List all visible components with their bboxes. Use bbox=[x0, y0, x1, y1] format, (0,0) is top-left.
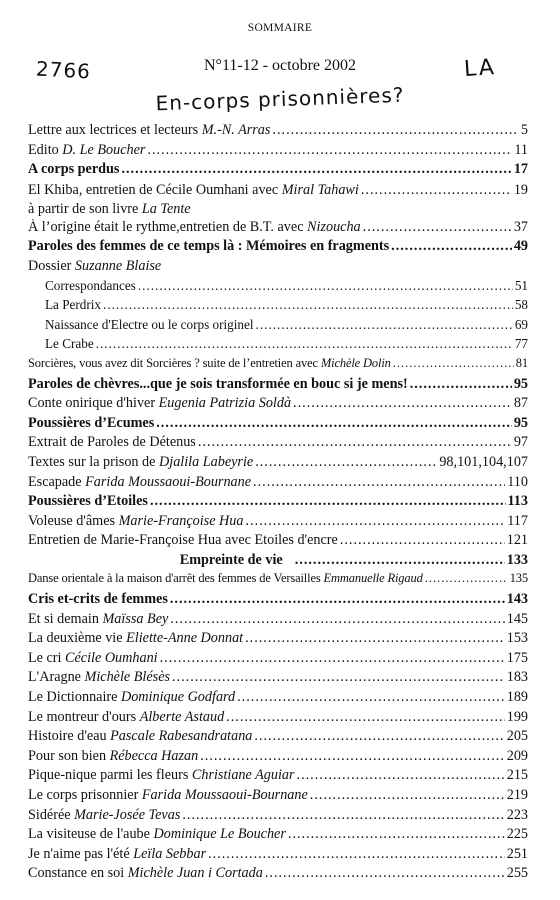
toc-page-number: 205 bbox=[506, 728, 528, 745]
dot-leader bbox=[121, 161, 511, 178]
toc-entry bbox=[28, 161, 528, 181]
toc-entry-title: L'Aragne Michèle Blésès bbox=[28, 669, 171, 686]
toc-entry bbox=[28, 258, 528, 278]
toc-page-number: 121 bbox=[506, 532, 528, 549]
toc-entry-author: Farida Moussaoui-Bournane bbox=[85, 473, 252, 490]
toc-entry-author: Dominique Le Boucher bbox=[153, 826, 286, 843]
toc-entry bbox=[28, 846, 528, 866]
toc-entry-author: Michèle Dolin bbox=[320, 355, 391, 370]
toc-page-number: 209 bbox=[506, 747, 528, 764]
toc-entry-title: Le montreur d'ours Alberte Astaud bbox=[28, 708, 225, 725]
dot-leader bbox=[160, 650, 505, 667]
dot-leader bbox=[172, 669, 505, 686]
handwritten-number: 2766 bbox=[35, 56, 92, 84]
toc-entry-author: Rébecca Hazan bbox=[109, 747, 199, 764]
toc-entry bbox=[28, 219, 528, 239]
toc-entry-title: Textes sur la prison de Djalila Labeyrie bbox=[28, 453, 254, 470]
dot-leader bbox=[150, 493, 506, 510]
dot-leader bbox=[245, 513, 505, 530]
toc-entry-title: Le Crabe bbox=[45, 336, 94, 352]
toc-entry-title: Dossier Suzanne Blaise bbox=[28, 257, 162, 274]
toc-page-number: 11 bbox=[514, 141, 528, 158]
toc-entry bbox=[28, 611, 528, 631]
toc-entry bbox=[28, 865, 528, 885]
toc-page-number: 97 bbox=[513, 434, 528, 451]
toc-entry-title: La deuxième vie Eliette-Anne Donnat bbox=[28, 630, 244, 647]
dot-leader bbox=[200, 748, 505, 765]
toc-entry-author: Marie-Josée Tevas bbox=[74, 806, 181, 823]
toc-page-number: 225 bbox=[506, 826, 528, 843]
toc-page-number: 110 bbox=[507, 473, 528, 490]
toc-entry-author: Djalila Labeyrie bbox=[159, 453, 254, 470]
toc-entry-title: Paroles des femmes de ce temps là : Mémoires en fragments bbox=[28, 238, 390, 255]
dot-leader bbox=[410, 376, 512, 393]
toc-entry bbox=[28, 591, 528, 611]
toc-page-number: 87 bbox=[513, 395, 528, 412]
toc-entry-author: Miral Tahawi bbox=[281, 181, 359, 198]
toc-page-number: 77 bbox=[514, 336, 528, 352]
toc-page-number: 17 bbox=[513, 161, 528, 178]
toc-entry bbox=[28, 415, 528, 435]
toc-entry bbox=[28, 336, 528, 356]
toc-entry-author: Leïla Sebbar bbox=[133, 845, 207, 862]
dot-leader bbox=[340, 532, 505, 549]
toc-entry-author: Nizoucha bbox=[307, 218, 361, 235]
dot-leader bbox=[293, 395, 512, 412]
toc-entry-title: Voleuse d'âmes Marie-Françoise Hua bbox=[28, 512, 244, 529]
toc-entry bbox=[28, 278, 528, 298]
toc-page-number: 183 bbox=[506, 669, 528, 686]
toc-page-number: 117 bbox=[507, 512, 528, 529]
toc-entry bbox=[28, 122, 528, 142]
toc-entry-author: Emmanuelle Rigaud bbox=[323, 571, 423, 586]
dot-leader bbox=[245, 630, 505, 647]
toc-entry bbox=[28, 826, 528, 846]
toc-entry-title: Sorcières, vous avez dit Sorcières ? suite de l’entretien avec Michèle Dolin bbox=[28, 355, 391, 370]
toc-page-number: 175 bbox=[506, 649, 528, 666]
dot-leader bbox=[226, 709, 505, 726]
toc-entry-title: Entretien de Marie-Françoise Hua avec Etoiles d'encre bbox=[28, 532, 338, 549]
toc-entry bbox=[28, 532, 528, 552]
toc-entry-title: À l’origine était le rythme,entretien de B.T. avec Nizoucha bbox=[28, 218, 361, 235]
dot-leader bbox=[361, 182, 512, 199]
toc-entry-title: Empreinte de vie bbox=[179, 551, 283, 568]
toc-entry bbox=[28, 728, 528, 748]
toc-entry bbox=[28, 650, 528, 670]
toc-entry bbox=[28, 787, 528, 807]
toc-page-number: 135 bbox=[509, 571, 528, 586]
toc-entry-title: Constance en soi Michèle Juan i Cortada bbox=[28, 865, 263, 882]
toc-entry bbox=[28, 356, 528, 376]
toc-entry bbox=[28, 434, 528, 454]
toc-entry-title: Correspondances bbox=[45, 277, 136, 293]
toc-page-number: 153 bbox=[506, 630, 528, 647]
toc-page-number: 51 bbox=[514, 277, 528, 293]
toc-page-number: 219 bbox=[506, 787, 528, 803]
dot-leader bbox=[297, 767, 505, 784]
toc-entry-author: Marie-Françoise Hua bbox=[118, 512, 244, 529]
toc-entry-title: Le cri Cécile Oumhani bbox=[28, 649, 158, 666]
dot-leader bbox=[138, 278, 513, 294]
toc-entry-title: Paroles de chèvres...que je sois transformée en bouc si je mens! bbox=[28, 375, 408, 392]
toc-entry-title: Edito D. Le Boucher bbox=[28, 141, 146, 158]
toc-entry-author: Michèle Juan i Cortada bbox=[127, 865, 263, 882]
toc-entry-title: Le corps prisonnier Farida Moussaoui-Bournane bbox=[28, 787, 308, 803]
toc-entry-author: Eugenia Patrizia Soldà bbox=[158, 395, 292, 412]
toc-entry-title: Je n'aime pas l'été Leïla Sebbar bbox=[28, 845, 207, 862]
toc-entry-title: Danse orientale à la maison d'arrêt des femmes de Versailles Emmanuelle Rigaud bbox=[28, 571, 423, 586]
dot-leader bbox=[256, 317, 513, 333]
toc-page-number: 255 bbox=[506, 865, 528, 882]
dot-leader bbox=[265, 865, 505, 882]
handwritten-initials: LA bbox=[463, 54, 497, 83]
toc-entry bbox=[28, 297, 528, 317]
toc-page-number: 215 bbox=[506, 767, 528, 784]
toc-entry-title: La Perdrix bbox=[45, 297, 102, 313]
toc-entry bbox=[28, 474, 528, 494]
dot-leader bbox=[391, 238, 512, 255]
toc-page-number: 95 bbox=[513, 414, 528, 431]
toc-entry-title: Escapade Farida Moussaoui-Bournane bbox=[28, 473, 252, 490]
toc-page-number: 49 bbox=[513, 238, 528, 255]
toc-entry-author: Suzanne Blaise bbox=[74, 257, 162, 274]
toc-page-number: 5 bbox=[520, 122, 528, 138]
toc-entry bbox=[28, 748, 528, 768]
dot-leader bbox=[182, 807, 504, 824]
toc-entry-title: Poussières d’Ecumes bbox=[28, 414, 155, 431]
dot-leader bbox=[170, 591, 505, 608]
dot-leader bbox=[103, 297, 513, 313]
toc-entry-author: Maïssa Bey bbox=[102, 610, 169, 627]
toc-entry-author: Farida Moussaoui-Bournane bbox=[141, 787, 308, 803]
toc-entry bbox=[28, 238, 528, 258]
toc-entry bbox=[28, 376, 528, 396]
toc-entry-title: A corps perdus bbox=[28, 161, 120, 178]
toc-entry-title: Cris et-crits de femmes bbox=[28, 591, 168, 608]
toc-entry bbox=[28, 630, 528, 650]
toc-entry-author: M.-N. Arras bbox=[201, 122, 271, 138]
toc-entry-title: Lettre aux lectrices et lecteurs M.-N. Arras bbox=[28, 122, 271, 138]
dot-leader bbox=[425, 571, 508, 586]
dot-leader bbox=[254, 728, 504, 745]
toc-page-number: 145 bbox=[506, 610, 528, 627]
toc-entry bbox=[28, 689, 528, 709]
toc-entry bbox=[28, 552, 528, 572]
toc-page-number: 81 bbox=[515, 355, 528, 370]
toc-entry-author: Eliette-Anne Donnat bbox=[126, 630, 244, 647]
dot-leader bbox=[170, 611, 504, 628]
page-header: SOMMAIRE bbox=[247, 22, 313, 34]
toc-entry-title: La visiteuse de l'aube Dominique Le Boucher bbox=[28, 826, 286, 843]
toc-page-number: 69 bbox=[514, 316, 528, 332]
toc-page-number: 223 bbox=[506, 806, 528, 823]
dot-leader bbox=[147, 142, 512, 159]
dot-leader bbox=[363, 219, 512, 236]
toc-entry-title: Le Dictionnaire Dominique Godfard bbox=[28, 689, 236, 706]
toc-entry-author: Cécile Oumhani bbox=[65, 649, 158, 666]
toc-entry bbox=[28, 317, 528, 337]
dot-leader bbox=[208, 846, 505, 863]
dot-leader bbox=[272, 122, 518, 139]
toc-page-number: 189 bbox=[506, 689, 528, 706]
dot-leader bbox=[237, 689, 505, 706]
toc-entry-author: Dominique Godfard bbox=[120, 689, 236, 706]
toc-entry-author: Christiane Aguiar bbox=[191, 767, 295, 784]
toc-entry-title: El Khiba, entretien de Cécile Oumhani avec Miral Tahawi à partir de son livre La Tente bbox=[28, 181, 359, 217]
table-of-contents bbox=[28, 122, 528, 885]
toc-entry bbox=[28, 454, 528, 474]
toc-entry bbox=[28, 181, 528, 219]
toc-entry-title: Pour son bien Rébecca Hazan bbox=[28, 747, 199, 764]
toc-entry bbox=[28, 767, 528, 787]
dot-leader bbox=[255, 454, 437, 471]
toc-entry bbox=[28, 395, 528, 415]
toc-page-number: 143 bbox=[506, 591, 528, 608]
dot-leader bbox=[288, 826, 505, 843]
toc-entry-author: Michèle Blésès bbox=[84, 669, 171, 686]
toc-entry-title: Poussières d’Etoiles bbox=[28, 493, 148, 510]
toc-entry-author: Pascale Rabesandratana bbox=[110, 728, 253, 745]
dot-leader bbox=[253, 474, 505, 491]
toc-entry-title: Et si demain Maïssa Bey bbox=[28, 610, 169, 627]
toc-entry-title: Naissance d'Electre ou le corps originel bbox=[45, 316, 254, 332]
dot-leader bbox=[198, 434, 512, 451]
toc-entry-title: Pique-nique parmi les fleurs Christiane Aguiar bbox=[28, 767, 295, 784]
toc-entry-author: D. Le Boucher bbox=[62, 141, 146, 158]
toc-entry bbox=[28, 709, 528, 729]
toc-page-number: 199 bbox=[506, 708, 528, 725]
toc-entry-title: Extrait de Paroles de Détenus bbox=[28, 434, 196, 451]
toc-page-number: 98,101,104,107 bbox=[439, 453, 528, 470]
toc-entry bbox=[28, 571, 528, 591]
toc-page-number: 58 bbox=[514, 297, 528, 313]
dot-leader bbox=[156, 415, 512, 432]
toc-entry bbox=[28, 807, 528, 827]
toc-entry-title: Sidérée Marie-Josée Tevas bbox=[28, 806, 181, 823]
dot-leader bbox=[96, 336, 513, 352]
issue-title: En-corps prisonnières? bbox=[155, 82, 405, 116]
toc-entry-title: Histoire d'eau Pascale Rabesandratana bbox=[28, 728, 253, 745]
toc-entry-author: Alberte Astaud bbox=[139, 708, 225, 725]
dot-leader bbox=[295, 552, 505, 569]
toc-page-number: 133 bbox=[506, 551, 528, 568]
issue-line: N°11-12 - octobre 2002 bbox=[204, 57, 356, 74]
toc-page-number: 19 bbox=[513, 181, 528, 198]
dot-leader bbox=[310, 787, 505, 804]
toc-entry bbox=[28, 513, 528, 533]
dot-leader bbox=[393, 356, 514, 371]
toc-page-number: 37 bbox=[513, 218, 528, 235]
toc-page-number: 113 bbox=[507, 493, 528, 510]
toc-entry bbox=[28, 493, 528, 513]
toc-entry bbox=[28, 669, 528, 689]
toc-entry-title: Conte onirique d'hiver Eugenia Patrizia Soldà bbox=[28, 395, 292, 412]
toc-entry bbox=[28, 142, 528, 162]
toc-page-number: 95 bbox=[513, 375, 528, 392]
toc-page-number: 251 bbox=[506, 845, 528, 862]
